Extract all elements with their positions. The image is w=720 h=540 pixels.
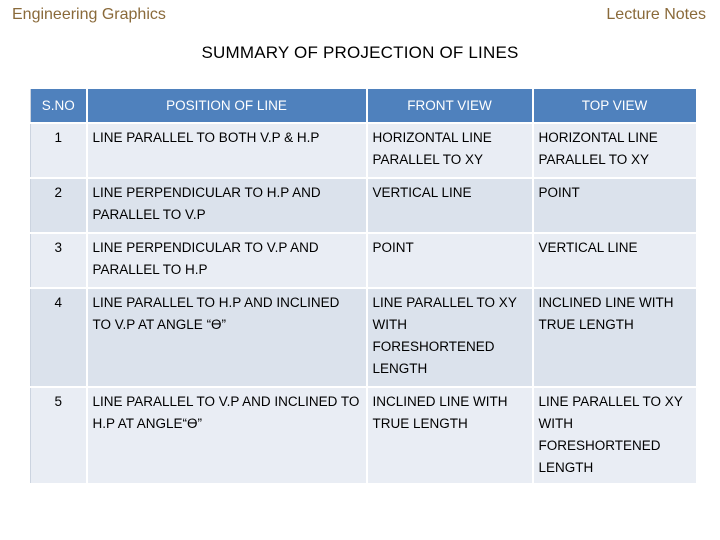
table-row xyxy=(31,288,697,387)
cell-front-view: INCLINED LINE WITH TRUE LENGTH xyxy=(367,387,533,484)
page-title: SUMMARY OF PROJECTION OF LINES xyxy=(201,43,519,62)
table-row xyxy=(31,123,697,178)
cell-sno: 4 xyxy=(31,288,87,387)
column-header-sno: S.NO xyxy=(31,89,87,123)
course-title: Engineering Graphics xyxy=(12,6,166,23)
column-header-front-view: FRONT VIEW xyxy=(367,89,533,123)
cell-top-view: HORIZONTAL LINE PARALLEL TO XY xyxy=(533,123,697,178)
column-header-top-view: TOP VIEW xyxy=(533,89,697,123)
cell-position: LINE PARALLEL TO H.P AND INCLINED TO V.P AT ANGLE “Ɵ” xyxy=(87,288,367,387)
cell-sno: 2 xyxy=(31,178,87,233)
cell-sno: 3 xyxy=(31,233,87,288)
table-row xyxy=(31,178,697,233)
document-type-label: Lecture Notes xyxy=(606,6,706,23)
cell-sno: 5 xyxy=(31,387,87,484)
table-row xyxy=(31,387,697,484)
cell-front-view: VERTICAL LINE xyxy=(367,178,533,233)
cell-front-view: POINT xyxy=(367,233,533,288)
cell-position: LINE PERPENDICULAR TO H.P AND PARALLEL TO V.P xyxy=(87,178,367,233)
projection-summary-table xyxy=(30,89,698,485)
cell-top-view: POINT xyxy=(533,178,697,233)
cell-front-view: HORIZONTAL LINE PARALLEL TO XY xyxy=(367,123,533,178)
cell-position: LINE PERPENDICULAR TO V.P AND PARALLEL TO H.P xyxy=(87,233,367,288)
cell-sno: 1 xyxy=(31,123,87,178)
cell-position: LINE PARALLEL TO V.P AND INCLINED TO H.P AT ANGLE“Ɵ” xyxy=(87,387,367,484)
cell-top-view: LINE PARALLEL TO XY WITH FORESHORTENED LENGTH xyxy=(533,387,697,484)
table-header-row xyxy=(31,89,697,123)
column-header-position: POSITION OF LINE xyxy=(87,89,367,123)
cell-top-view: VERTICAL LINE xyxy=(533,233,697,288)
table-row xyxy=(31,233,697,288)
cell-top-view: INCLINED LINE WITH TRUE LENGTH xyxy=(533,288,697,387)
cell-front-view: LINE PARALLEL TO XY WITH FORESHORTENED LENGTH xyxy=(367,288,533,387)
cell-position: LINE PARALLEL TO BOTH V.P & H.P xyxy=(87,123,367,178)
